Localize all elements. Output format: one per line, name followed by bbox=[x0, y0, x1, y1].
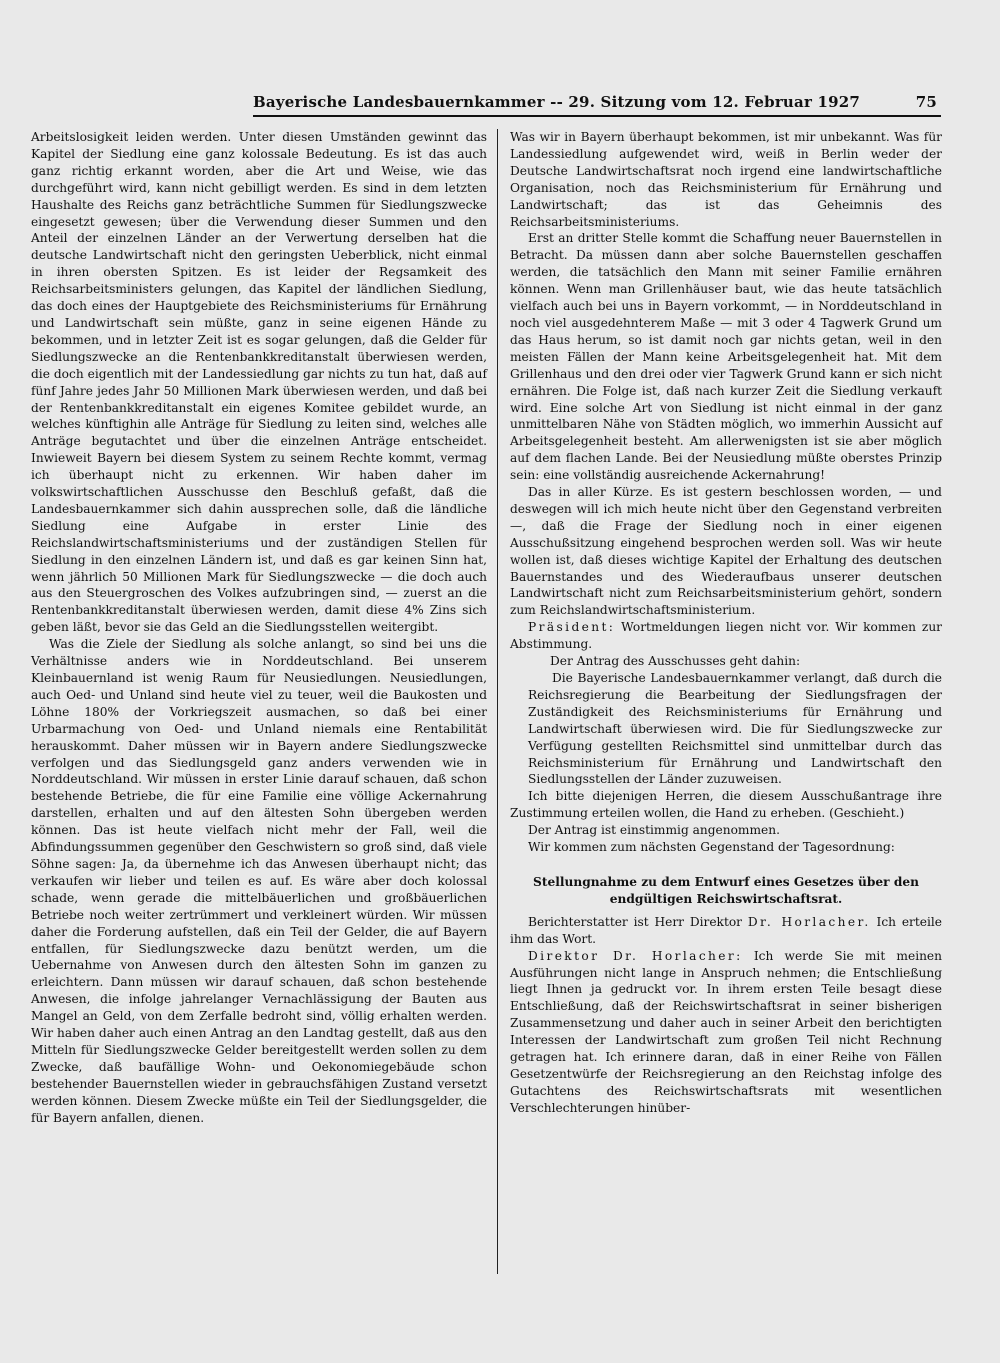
column-divider bbox=[497, 129, 498, 1274]
right-column bbox=[510, 129, 942, 1117]
speaker-praesident: Präsident: bbox=[528, 620, 616, 635]
right-paragraph-8: Der Antrag ist einstimmig angenommen. bbox=[528, 823, 780, 838]
paragraph-4-text: Wortmeldungen liegen nicht vor. Wir kommen zur Abstimmung. bbox=[510, 620, 942, 652]
right-paragraph-4 bbox=[510, 619, 942, 653]
paragraph-10-a: Berichterstatter ist Herr Direktor bbox=[528, 914, 748, 929]
left-paragraph-1: Arbeitslosigkeit leiden werden. Unter diesen Umständen gewinnt das Kapitel der Siedlung eine ganz kolossale Bedeutung. Es ist das auch ganz richtig erkannt worden, aber die Art und Weise, wie das durchgeführt wird, kann nicht gebilligt werden. Es sind in dem letzten Haushalte des Reichs ganz beträchtliche Summen für Siedlungszwecke eingesetzt gewesen; über die Verwendung dieser Summen und den Anteil der einzelnen Länder an der Verwertung derselben hat die deutsche Landwirtschaft nicht den geringsten Ueberblick, nicht einmal in ihren obersten Spitzen. Es ist leider der Regsamkeit des Reichsarbeitsministers gelungen, das Kapitel der ländlichen Siedlung, das doch eines der Hauptgebiete des Reichsministeriums für Ernährung und Landwirtschaft sein müßte, ganz in seine eigenen Hände zu bekommen, und in letzter Zeit ist es sogar gelungen, daß die Gelder für Siedlungszwecke an die Rentenbankkreditanstalt überwiesen werden, die doch eigentlich mit der Landessiedlung gar nichts zu tun hat, daß auf fünf Jahre jedes Jahr 50 Millionen Mark überwiesen werden, und daß bei der Rentenbankkreditanstalt ein eigenes Komitee gebildet wurde, an welches künftighin alle Anträge für Siedlung zu leiten sind, welches alle Anträge begutachtet und über die einzelnen Anträge entscheidet. Inwieweit Bayern bei diesem System zu seinem Rechte kommt, vermag ich überhaupt nicht zu erkennen. Wir haben daher im volkswirtschaftlichen Ausschusse den Beschluß gefaßt, daß die Landesbauernkammer sich dahin aussprechen solle, daß die ländliche Siedlung eine Aufgabe in erster Linie des Reichslandwirtschaftsministeriums und der zuständigen Stellen für Siedlung in den einzelnen Ländern ist, und daß es gar keinen Sinn hat, wenn jährlich 50 Millionen Mark für Siedlungszwecke — die doch auch aus den Steuergroschen des Volkes aufzubringen sind, — zuerst an die Rentenbankkreditanstalt überwiesen werden, damit diese 4% Zins sich geben läßt, bevor sie das Geld an die Siedlungsstellen weitergibt. bbox=[31, 130, 487, 635]
rapporteur-name: Dr. Horlacher. bbox=[747, 914, 871, 929]
header-title: Bayerische Landesbauernkammer -- 29. Sitzung vom 12. Februar 1927 bbox=[253, 93, 861, 111]
motion-text: Die Bayerische Landesbauernkammer verlangt, daß durch die Reichsregierung die Bearbeitung der Siedlungsfragen der Zuständigkeit des Reichsministeriums für Ernährung und Landwirtschaft überwiesen wird. Die für Siedlungszwecke zur Verfügung gestellten Reichsmittel sind unmittelbar durch das Reichsministerium für Ernährung und Landwirtschaft den Siedlungsstellen der Länder zuzuweisen. bbox=[528, 671, 942, 787]
right-paragraph-1: Was wir in Bayern überhaupt bekommen, ist mir unbekannt. Was für Landessiedlung aufgewendet wird, weiß in Berlin weder der Deutsche Landwirtschaftsrat noch irgend eine landwirtschaftliche Organisation, noch das Reichsministerium für Ernährung und Landwirtschaft; das ist das Geheimnis des Reichsarbeitsministeriums. bbox=[510, 130, 942, 229]
agenda-heading-line-2: endgültigen Reichswirtschaftsrat. bbox=[609, 891, 843, 906]
left-paragraph-2: Was die Ziele der Siedlung als solche anlangt, so sind bei uns die Verhältnisse anders wie in Norddeutschland. Bei unserem Kleinbauernland ist wenig Raum für Neusiedlungen. Neusiedlungen, auch Oed- und Unland sind heute viel zu teuer, weil die Baukosten und Löhne 180% der Vorkriegszeit ausmachen, so daß bei einer Urbarmachung von Oed- und Unland niemals eine Rentabilität herauskommt. Daher müssen wir in Bayern andere Siedlungszwecke verfolgen und das Siedlungsgeld ganz anders verwenden wie in Norddeutschland. Wir müssen in erster Linie darauf schauen, daß schon bestehende Betriebe, die für eine Familie eine völlige Ackernahrung darstellen, erhalten und auf den ältesten Sohn übergeben werden können. Das ist heute vielfach nicht mehr der Fall, weil die Abfindungssummen gegenüber den Geschwistern so groß sind, daß viele Söhne sagen: Ja, da übernehme ich das Anwesen überhaupt nicht; das verkaufen wir lieber und teilen es auf. Es wäre aber doch kolossal schade, wenn gerade die mittelbäuerlichen und großbäuerlichen Betriebe noch weiter zertrümmert und verkleinert würden. Wir müssen daher die Forderung aufstellen, daß ein Teil der Gelder, die auf Bayern entfallen, für Siedlungszwecke dazu benützt werden, um die Uebernahme von Anwesen durch den ältesten Sohn im ganzen zu erleichtern. Dann müssen wir darauf schauen, daß schon bestehende Anwesen, die infolge jahrelanger Vernachlässigung der Bauten aus Mangel an Geld, von dem Zerfalle bedroht sind, völlig erhalten werden. Wir haben daher auch einen Antrag an den Landtag gestellt, daß aus den Mitteln für Siedlungszwecke Gelder bereitgestellt werden sollen zu dem Zwecke, daß baufällige Wohn- und Oekonomiegebäude schon bestehender Bauernstellen wieder in gebrauchsfähigen Zustand versetzt werden können. Diesem Zwecke müßte ein Teil der Siedlungsgelder, die für Bayern anfallen, dienen. bbox=[31, 637, 487, 1125]
header-rule bbox=[253, 115, 941, 117]
paragraph-10-b: Ich erteile ihm das Wort. bbox=[510, 914, 943, 946]
running-header bbox=[253, 91, 941, 115]
right-paragraph-2: Erst an dritter Stelle kommt die Schaffung neuer Bauernstellen in Betracht. Da müssen dann aber solche Bauernstellen geschaffen werden, die tatsächlich den Mann mit seiner Familie ernähren können. Wenn man Grillenhäuser baut, wie das heute tatsächlich vielfach auch bei uns in Bayern vorkommt, — in Norddeutschland in noch viel ausgedehnterem Maße — mit 3 oder 4 Tagwerk Grund um das Haus herum, so ist damit noch gar nichts getan, weil in den meisten Fällen der Mann keine Arbeitsgelegenheit hat. Mit dem Grillenhaus und den drei oder vier Tagwerk Grund kann er sich nicht ernähren. Die Folge ist, daß nach kurzer Zeit die Siedlung verkauft wird. Eine solche Art von Siedlung ist nicht einmal in der ganz unmittelbaren Nähe von Städten möglich, wo immerhin Aussicht auf Arbeitsgelegenheit besteht. Am allerwenigsten ist sie aber möglich auf dem flachen Lande. Bei der Neusiedlung müßte oberstes Prinzip sein: eine vollständig ausreichende Ackernahrung! bbox=[510, 231, 942, 483]
right-paragraph-9: Wir kommen zum nächsten Gegenstand der Tagesordnung: bbox=[528, 840, 895, 855]
right-paragraph-5: Der Antrag des Ausschusses geht dahin: bbox=[550, 654, 801, 669]
paragraph-11-text: Ich werde Sie mit meinen Ausführungen nicht lange in Anspruch nehmen; die Entschließung liegt Ihnen ja gedruckt vor. In ihrem ersten Teile besagt diese Entschließung, daß der Reichswirtschaftsrat in seiner bisherigen Zusammensetzung und daher auch in seiner Arbeit den berichtigten Interessen der Landwirtschaft zum großen Teil nicht Rechnung getragen hat. Ich erinnere daran, daß in einer Reihe von Fällen Gesetzentwürfe der Reichsregierung an den Reichstag infolge des Gutachtens des Reichswirtschaftsrats mit wesentlichen Verschlechterungen hinüber- bbox=[510, 948, 942, 1115]
page-number: 75 bbox=[915, 93, 937, 111]
right-paragraph-3: Das in aller Kürze. Es ist gestern beschlossen worden, — und deswegen will ich mich heute nicht über den Gegenstand verbreiten —, daß die Frage der Siedlung noch in einer eigenen Ausschußsitzung eingehend besprochen werden soll. Was wir heute wollen ist, daß dieses wichtige Kapitel der Erhaltung des deutschen Bauernstandes und des Wiederaufbaus unserer deutschen Landwirtschaft nicht zum Reichsarbeitsministerium gehört, sondern zum Reichslandwirtschaftsministerium. bbox=[510, 485, 942, 618]
agenda-heading bbox=[510, 874, 942, 908]
right-paragraph-7: Ich bitte diejenigen Herren, die diesem Ausschußantrage ihre Zustimmung erteilen wollen, die Hand zu erheben. (Geschieht.) bbox=[510, 789, 942, 821]
right-paragraph-10 bbox=[510, 914, 942, 948]
left-column bbox=[31, 129, 487, 1126]
agenda-heading-line-1: Stellungnahme zu dem Entwurf eines Gesetzes über den bbox=[533, 874, 919, 889]
right-paragraph-11 bbox=[510, 948, 942, 1117]
speaker-horlacher: Direktor Dr. Horlacher: bbox=[528, 948, 743, 963]
